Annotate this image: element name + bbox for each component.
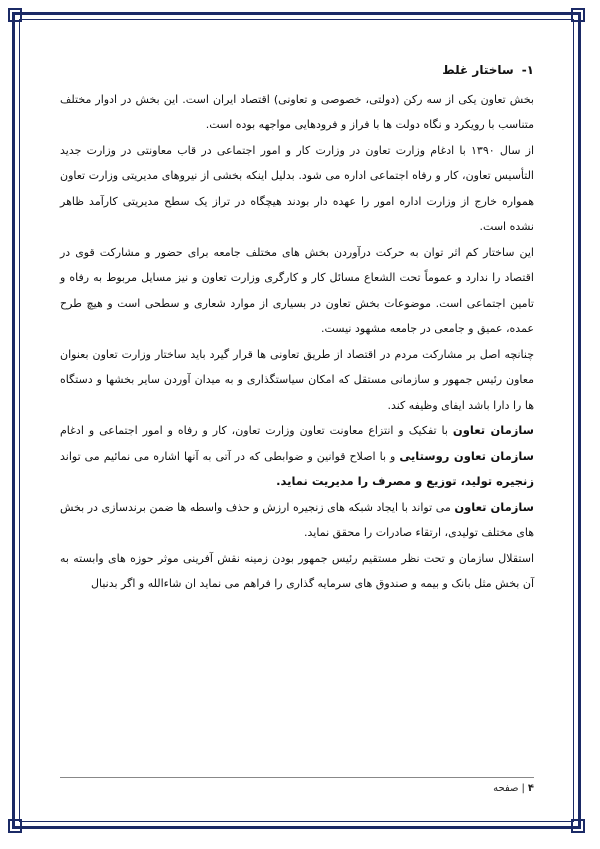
- bold-term: زنجیره تولید، توزیع و مصرف را مدیریت نماید.: [276, 474, 534, 488]
- border-corner-ornament: [8, 819, 22, 833]
- section-number: ۱-: [521, 63, 534, 77]
- paragraph-text: با تفکیک و انتزاع معاونت تعاون وزارت تعاون، کار و رفاه و امور اجتماعی و ادغام: [60, 424, 453, 437]
- paragraph-text: می تواند با ایجاد شبکه های زنجیره ارزش و حذف واسطه ها ضمن برندسازی در بخش های مختلف تولیدی، ارتقاء صادرات را محقق نماید.: [60, 500, 534, 539]
- document-body: [60, 58, 534, 597]
- paragraph: [60, 418, 534, 495]
- paragraph: [60, 495, 534, 546]
- paragraph: استقلال سازمان و تحت نظر مستقیم رئیس جمهور بودن زمینه نقش آفرینی موثر حوزه های وابسته به آن بخش مثل بانک و بیمه و صندوق های سرمایه گذاری را فراهم می نماید ان شاءالله و اگر بدنبال: [60, 551, 534, 590]
- page-number: ۴: [527, 783, 534, 794]
- border-corner-ornament: [8, 8, 22, 22]
- footer-divider: [60, 777, 534, 778]
- bold-term: سازمان تعاون: [452, 423, 534, 437]
- section-title: ساختار غلط: [442, 63, 514, 77]
- border-corner-ornament: [571, 8, 585, 22]
- page-label: صفحه: [493, 783, 519, 794]
- footer-separator: |: [521, 783, 525, 794]
- section-heading: [60, 58, 534, 84]
- paragraph: چنانچه اصل بر مشارکت مردم در اقتصاد از طریق تعاونی ها قرار گیرد باید ساختار وزارت تعاون بعنوان معاون رئیس جمهور و سازمانی مستقل که امکان سیاستگذاری و به میدان آوردن سایر بخشها و دستگاه ها را دارا باشد ایفای وظیفه کند.: [60, 347, 534, 412]
- paragraph-text: و با اصلاح قوانین و ضوابطی که در آتی به آنها اشاره می نمائیم می تواند: [60, 449, 400, 463]
- page-footer: [493, 783, 534, 794]
- paragraph: این ساختار کم اثر توان به حرکت درآوردن بخش های مختلف جامعه برای حضور و مشارکت قوی در اقتصاد را ندارد و عموماً تحت الشعاع مسائل کار و کارگری وزارت تعاون و نیز مسایل مربوط به رفاه و تامین اجتماعی است. موضوعات بخش تعاون در بسیاری از موارد شعاری و سطحی است و هیچ طرح عمده، عمیق و جامعی در جامعه مشهود نیست.: [60, 245, 534, 335]
- border-corner-ornament: [571, 819, 585, 833]
- bold-term: سازمان تعاون: [454, 499, 534, 514]
- paragraph: از سال ۱۳۹۰ با ادغام وزارت تعاون در وزارت کار و امور اجتماعی در قاب معاونتی در وزارت جدید التأسیس تعاون، کار و رفاه اجتماعی اداره می شود. بدلیل اینکه بخشی از نیروهای مدیریتی وزارت تعاون همواره خارج از وزارت اداره امور را عهده دار بودند هیچگاه در تراز یک سطح مدیریتی کارآمد ظاهر نشده است.: [60, 143, 535, 233]
- bold-term: سازمان تعاون روستایی: [399, 448, 534, 463]
- paragraph: بخش تعاون یکی از سه رکن (دولتی، خصوصی و تعاونی) اقتصاد ایران است. این بخش در ادوار مختلف متناسب با رویکرد و نگاه دولت ها با فراز و فرودهایی مواجهه بوده است.: [60, 92, 534, 131]
